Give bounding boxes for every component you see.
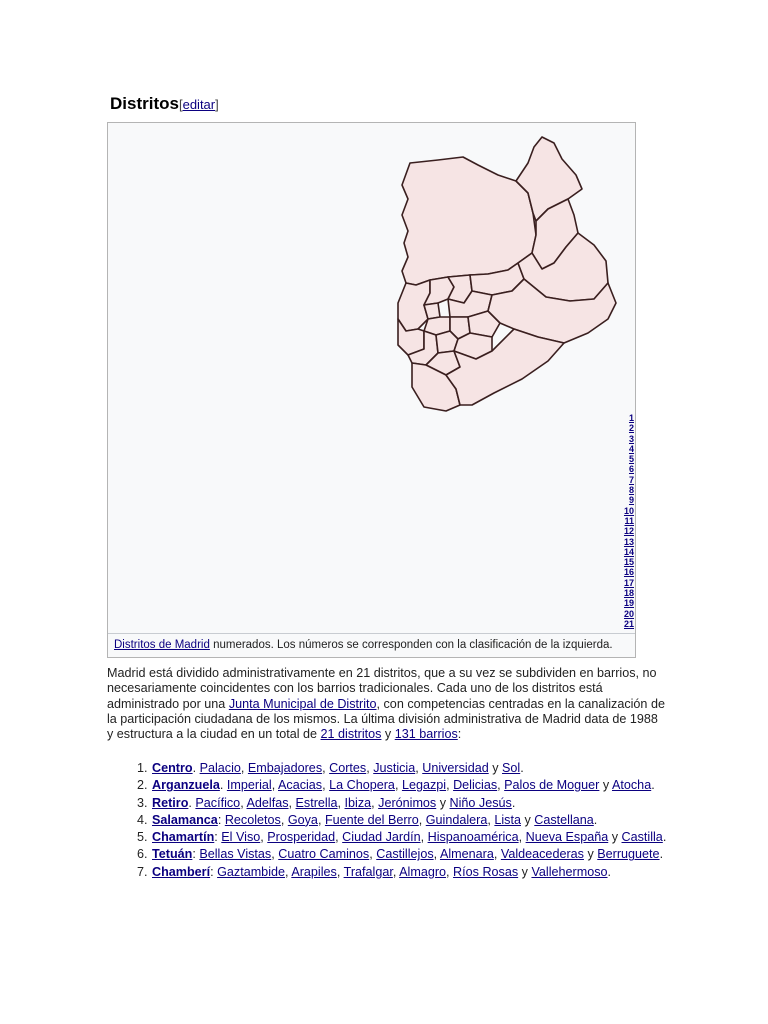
district-number-link[interactable]: 7 bbox=[628, 474, 634, 485]
barrio-link[interactable]: Cortes bbox=[329, 761, 367, 775]
district-separator: : bbox=[214, 830, 222, 845]
district-link[interactable]: Centro bbox=[152, 761, 193, 775]
district-number-list bbox=[616, 413, 634, 629]
district-end: . bbox=[511, 795, 516, 810]
edit-link[interactable]: editar bbox=[182, 97, 216, 112]
district-number-link[interactable]: 5 bbox=[628, 454, 634, 465]
intro-paragraph bbox=[107, 666, 667, 742]
district-number-link[interactable]: 21 bbox=[623, 618, 634, 629]
district-link[interactable]: Tetuán bbox=[152, 847, 193, 862]
barrio-link[interactable]: Sol bbox=[502, 761, 521, 775]
district-number-link[interactable]: 18 bbox=[623, 588, 634, 599]
edit-section bbox=[179, 97, 219, 112]
district-number[interactable] bbox=[616, 526, 634, 536]
district-end: . bbox=[607, 864, 612, 879]
barrio-link[interactable]: Trafalgar bbox=[343, 864, 393, 879]
barrio-link[interactable]: Recoletos bbox=[224, 812, 281, 827]
districts-list bbox=[107, 761, 667, 882]
barrio-link[interactable]: Jerónimos bbox=[378, 795, 437, 810]
barrio-link[interactable]: Legazpi bbox=[401, 778, 447, 793]
district-number[interactable] bbox=[616, 495, 634, 505]
barrio-separator: y bbox=[583, 847, 598, 862]
barrio-link[interactable]: Guindalera bbox=[425, 812, 488, 827]
barrio-separator: , bbox=[285, 864, 292, 879]
district-link[interactable]: Retiro bbox=[152, 795, 189, 810]
barrio-separator: y bbox=[436, 795, 450, 810]
barrio-link[interactable]: Atocha bbox=[611, 778, 652, 793]
district-list-item bbox=[151, 778, 667, 793]
barrio-separator: y bbox=[599, 778, 612, 793]
barrio-link[interactable]: Berruguete bbox=[597, 847, 660, 862]
barrio-link[interactable]: Castillejos bbox=[376, 847, 434, 862]
district-end: . bbox=[662, 830, 667, 845]
barrio-separator: , bbox=[394, 778, 402, 793]
barrio-separator: y bbox=[488, 761, 503, 775]
district-end: . bbox=[659, 847, 664, 862]
section-title: Distritos bbox=[110, 94, 179, 113]
district-end: . bbox=[651, 778, 655, 793]
junta-link[interactable]: Junta Municipal de Distrito bbox=[228, 696, 377, 711]
caption-link[interactable]: Distritos de Madrid bbox=[114, 639, 210, 651]
barrio-separator: , bbox=[317, 812, 325, 827]
barrio-separator: , bbox=[366, 761, 374, 775]
caption-text: numerados. Los números se corresponden con la clasificación de la izquierda. bbox=[209, 639, 613, 651]
district-number[interactable] bbox=[616, 454, 634, 464]
district-number-link[interactable]: 17 bbox=[623, 577, 634, 588]
barrio-link[interactable]: Imperial bbox=[226, 778, 272, 793]
section-heading bbox=[110, 94, 219, 114]
district-number-link[interactable]: 15 bbox=[623, 557, 634, 568]
district-number[interactable] bbox=[616, 547, 634, 557]
district-link[interactable]: Salamanca bbox=[152, 812, 218, 827]
barrio-link[interactable]: Acacias bbox=[278, 778, 323, 793]
barrio-separator: , bbox=[420, 830, 428, 845]
barrio-link[interactable]: Embajadores bbox=[247, 761, 323, 775]
district-list-item bbox=[151, 830, 667, 845]
barrios-link[interactable]: 131 barrios bbox=[394, 727, 458, 742]
barrio-link[interactable]: Almagro bbox=[399, 864, 447, 879]
barrio-separator: , bbox=[260, 830, 268, 845]
barrio-link[interactable]: El Viso bbox=[221, 830, 261, 845]
district-name bbox=[152, 778, 220, 792]
paragraph-text: : bbox=[457, 727, 462, 742]
barrio-separator: , bbox=[418, 812, 426, 827]
district-separator: . bbox=[219, 778, 227, 793]
district-number-link[interactable]: 16 bbox=[623, 567, 634, 578]
barrio-link[interactable]: La Chopera bbox=[329, 778, 395, 793]
district-number-link[interactable]: 8 bbox=[628, 485, 634, 496]
district-number-link[interactable]: 9 bbox=[628, 495, 634, 506]
district-name bbox=[152, 830, 214, 844]
district-number-link[interactable]: 1 bbox=[628, 413, 634, 423]
district-number[interactable] bbox=[616, 578, 634, 588]
barrio-separator: , bbox=[271, 847, 279, 862]
district-list-item bbox=[151, 761, 667, 776]
barrio-separator: , bbox=[322, 761, 330, 775]
barrio-link[interactable]: Vallehermoso bbox=[531, 864, 608, 879]
barrio-link[interactable]: Goya bbox=[287, 812, 318, 827]
barrio-separator: , bbox=[280, 812, 288, 827]
barrio-link[interactable]: Adelfas bbox=[246, 795, 289, 810]
barrio-link[interactable]: Castellana bbox=[534, 812, 594, 827]
barrio-separator: y bbox=[518, 864, 532, 879]
barrio-link[interactable]: Justicia bbox=[373, 761, 416, 775]
district-list-item bbox=[151, 847, 667, 862]
barrio-link[interactable]: Cuatro Caminos bbox=[278, 847, 370, 862]
district-number-link[interactable]: 12 bbox=[623, 526, 634, 537]
barrio-separator: y bbox=[608, 830, 622, 845]
district-number-link[interactable]: 19 bbox=[623, 598, 634, 609]
district-separator: : bbox=[210, 864, 218, 879]
barrio-separator: , bbox=[322, 778, 330, 793]
district-number[interactable] bbox=[616, 609, 634, 619]
district-number[interactable] bbox=[616, 485, 634, 495]
barrio-link[interactable]: Ciudad Jardín bbox=[342, 830, 421, 845]
district-link[interactable]: Arganzuela bbox=[152, 778, 220, 793]
barrio-separator: , bbox=[240, 761, 248, 775]
barrio-link[interactable]: Palos de Moguer bbox=[504, 778, 600, 793]
district-number[interactable] bbox=[616, 464, 634, 474]
barrio-separator: , bbox=[240, 795, 247, 810]
district-end: . bbox=[593, 812, 598, 827]
barrio-link[interactable]: Delicias bbox=[453, 778, 498, 793]
district-number[interactable] bbox=[616, 537, 634, 547]
district-number-link[interactable]: 4 bbox=[628, 443, 634, 454]
paragraph-text: , con competencias centradas en la canalización de la participación ciudadana de los mismos. La última división administrativa de Madrid data de 1988 y estructura a la ciudad en un total de bbox=[107, 696, 665, 742]
district-number[interactable] bbox=[616, 588, 634, 598]
barrio-link[interactable]: Pacífico bbox=[195, 795, 241, 810]
district-separator: . bbox=[192, 761, 200, 775]
district-number[interactable] bbox=[616, 557, 634, 567]
district-end: . bbox=[520, 761, 524, 775]
barrio-link[interactable]: Lista bbox=[494, 812, 521, 827]
barrio-link[interactable]: Ríos Rosas bbox=[453, 864, 519, 879]
barrio-link[interactable]: Almenara bbox=[439, 847, 494, 862]
district-number[interactable] bbox=[616, 434, 634, 444]
district-name bbox=[152, 796, 188, 810]
barrio-link[interactable]: Ibiza bbox=[344, 795, 372, 810]
barrio-separator: , bbox=[336, 864, 344, 879]
barrio-link[interactable]: Prosperidad bbox=[267, 830, 336, 845]
barrio-separator: , bbox=[392, 864, 400, 879]
barrio-separator: , bbox=[335, 830, 343, 845]
barrio-separator: , bbox=[446, 778, 454, 793]
district-link[interactable]: Chamberí bbox=[152, 864, 211, 879]
district-number-link[interactable]: 13 bbox=[623, 536, 634, 547]
barrio-separator: , bbox=[446, 864, 454, 879]
district-number-link[interactable]: 10 bbox=[623, 505, 634, 516]
district-number-link[interactable]: 3 bbox=[628, 433, 634, 444]
district-list-item bbox=[151, 865, 667, 880]
district-number[interactable] bbox=[616, 413, 634, 423]
edit-bracket-open: [ bbox=[178, 97, 183, 112]
district-number-link[interactable]: 6 bbox=[628, 464, 634, 475]
barrio-separator: , bbox=[271, 778, 278, 793]
barrio-separator: , bbox=[415, 761, 423, 775]
barrio-link[interactable]: Castilla bbox=[621, 830, 663, 845]
barrio-link[interactable]: Nueva España bbox=[525, 830, 609, 845]
district-name bbox=[152, 813, 218, 827]
barrio-link[interactable]: Palacio bbox=[199, 761, 241, 775]
barrio-separator: , bbox=[288, 795, 296, 810]
figure-caption bbox=[108, 633, 635, 657]
district-number[interactable] bbox=[616, 619, 634, 629]
madrid-districts-map[interactable] bbox=[108, 123, 635, 633]
district-name bbox=[152, 865, 210, 879]
district-number[interactable] bbox=[616, 516, 634, 526]
barrio-separator: , bbox=[497, 778, 505, 793]
paragraph-text: Madrid está dividido administrativamente en 21 distritos, que a su vez se subdividen en barrios, no necesariamente coincidentes con los barrios tradicionales. Cada uno de los distritos está administrado por una bbox=[107, 666, 657, 711]
barrio-separator: , bbox=[337, 795, 345, 810]
district-number-link[interactable]: 2 bbox=[628, 423, 634, 434]
district-number[interactable] bbox=[616, 423, 634, 433]
district-number[interactable] bbox=[616, 475, 634, 485]
barrio-separator: , bbox=[518, 830, 526, 845]
district-list-item bbox=[151, 813, 667, 828]
edit-bracket-close: ] bbox=[215, 97, 219, 112]
district-number[interactable] bbox=[616, 567, 634, 577]
district-number[interactable] bbox=[616, 506, 634, 516]
barrio-separator: y bbox=[520, 812, 535, 827]
district-link[interactable]: Chamartín bbox=[152, 830, 215, 845]
barrio-separator: , bbox=[369, 847, 377, 862]
district-separator: : bbox=[192, 847, 200, 862]
barrio-separator: , bbox=[371, 795, 379, 810]
barrio-separator: , bbox=[433, 847, 440, 862]
district-separator: : bbox=[217, 812, 225, 827]
barrio-link[interactable]: Bellas Vistas bbox=[199, 847, 272, 862]
barrio-link[interactable]: Fuente del Berro bbox=[324, 812, 419, 827]
district-list-item bbox=[151, 796, 667, 811]
barrio-link[interactable]: Estrella bbox=[295, 795, 338, 810]
district-name bbox=[152, 847, 192, 861]
district-number[interactable] bbox=[616, 598, 634, 608]
barrio-link[interactable]: Arapiles bbox=[291, 864, 337, 879]
map-figure bbox=[107, 122, 636, 658]
barrio-separator: , bbox=[487, 812, 495, 827]
district-number-link[interactable]: 14 bbox=[623, 546, 634, 557]
paragraph-text: y bbox=[381, 727, 395, 742]
barrio-link[interactable]: Niño Jesús bbox=[449, 795, 512, 810]
districts-link[interactable]: 21 distritos bbox=[320, 727, 382, 742]
barrio-link[interactable]: Valdeacederas bbox=[500, 847, 584, 862]
barrio-link[interactable]: Universidad bbox=[422, 761, 489, 775]
district-number-link[interactable]: 20 bbox=[623, 608, 634, 619]
district-number-link[interactable]: 11 bbox=[624, 515, 634, 526]
barrio-link[interactable]: Gaztambide bbox=[217, 864, 285, 879]
barrio-link[interactable]: Hispanoamérica bbox=[427, 830, 519, 845]
barrio-separator: , bbox=[493, 847, 501, 862]
district-separator: . bbox=[188, 795, 196, 810]
district-name bbox=[152, 761, 193, 775]
district-number[interactable] bbox=[616, 444, 634, 454]
